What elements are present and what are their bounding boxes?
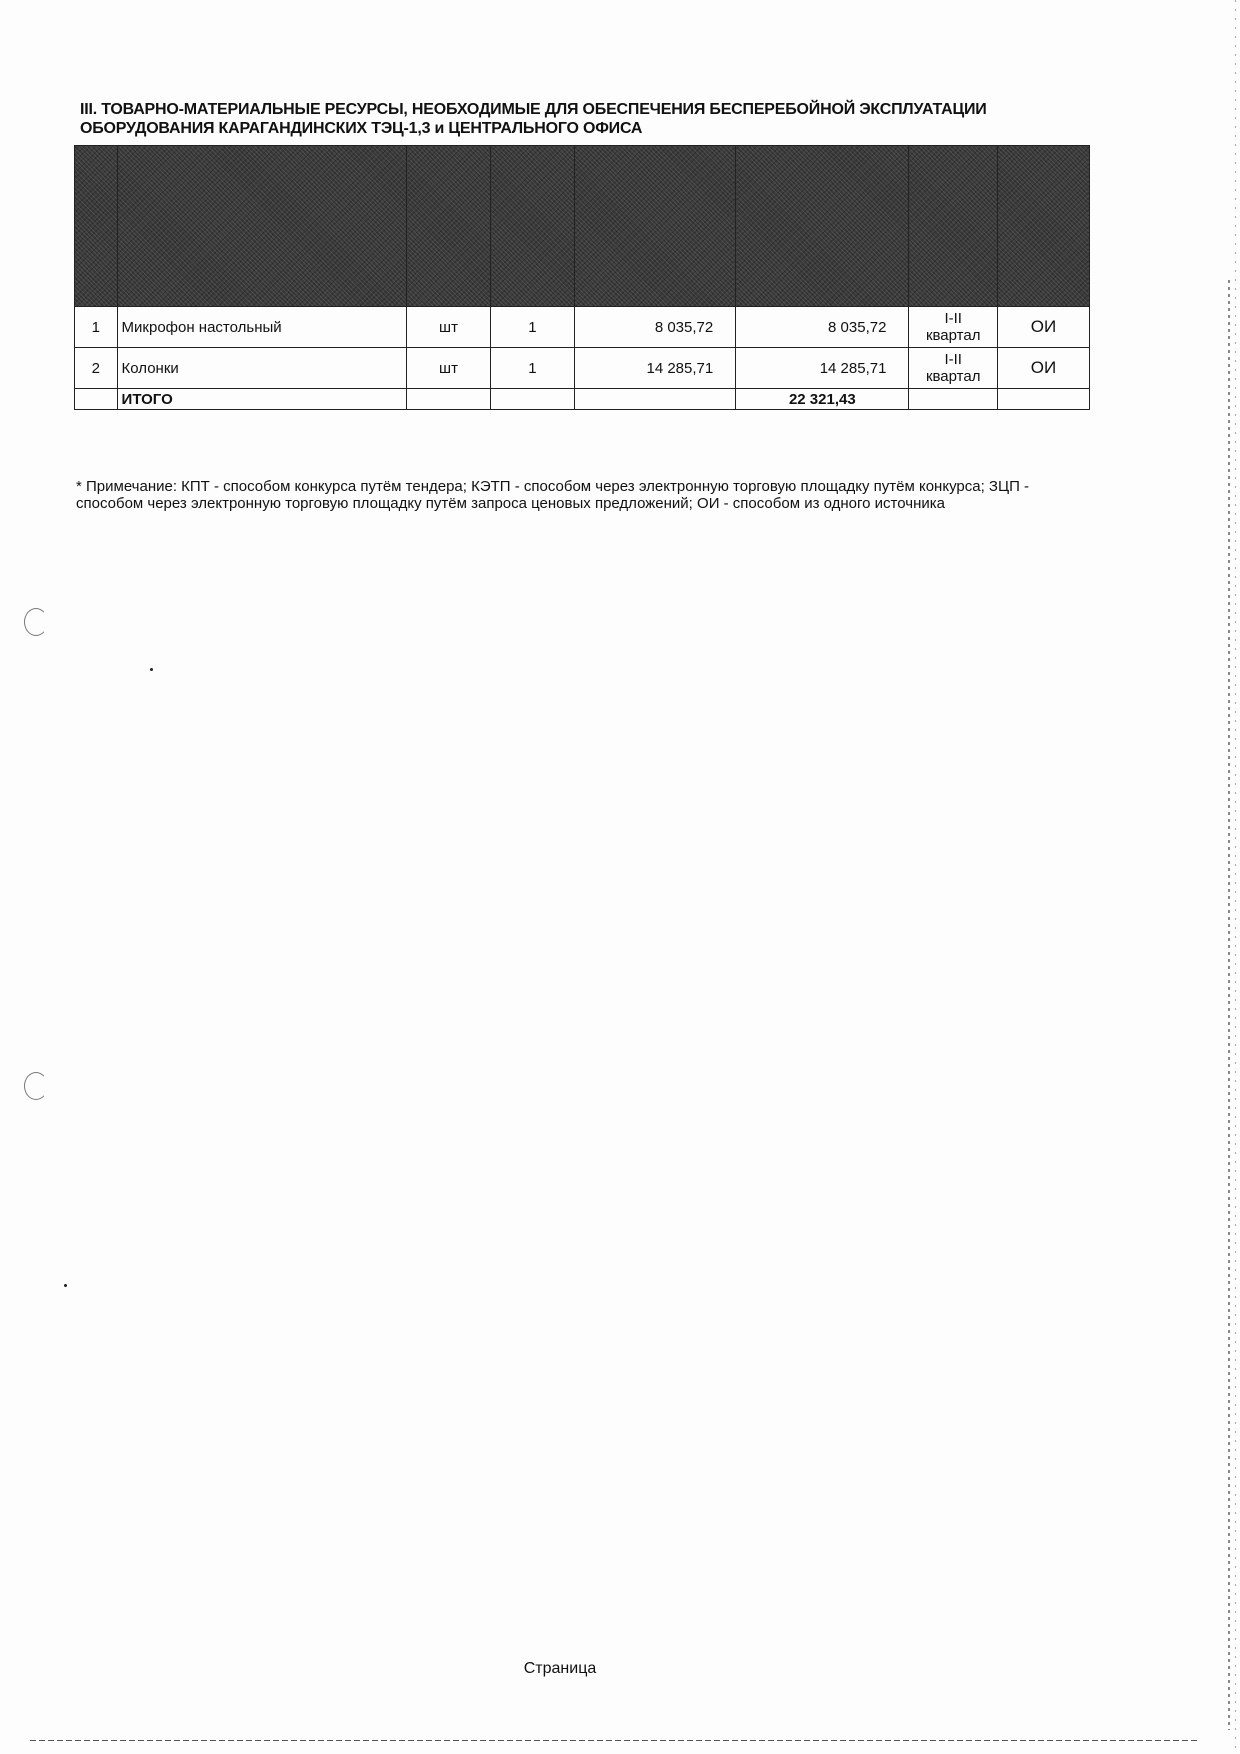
row-unit: шт xyxy=(407,307,491,348)
header-cell-number xyxy=(75,146,118,307)
total-empty-cell xyxy=(909,389,998,410)
row-unit: шт xyxy=(407,348,491,389)
row-period xyxy=(909,348,998,389)
row-period-range: I-II xyxy=(944,310,962,327)
footnote: * Примечание: КПТ - способом конкурса путём тендера; КЭТП - способом через электронную торговую площадку путём конкурса; ЗЦП - способом через электронную торговую площадку путём запроса ценовых предложений; ОИ - способом из одного источника xyxy=(76,478,1030,512)
total-label: ИТОГО xyxy=(117,389,406,410)
row-sum: 14 285,71 xyxy=(736,348,909,389)
total-empty-cell xyxy=(491,389,575,410)
row-period-unit: квартал xyxy=(925,368,981,385)
total-empty-cell xyxy=(407,389,491,410)
section-title-line-2: ОБОРУДОВАНИЯ КАРАГАНДИНСКИХ ТЭЦ-1,3 и ЦЕНТРАЛЬНОГО ОФИСА xyxy=(80,120,643,137)
row-method: ОИ xyxy=(997,348,1089,389)
scan-speck xyxy=(64,1284,67,1287)
header-cell-sum xyxy=(736,146,909,307)
scan-bottom-line xyxy=(30,1740,1200,1741)
total-empty-cell xyxy=(574,389,735,410)
total-empty-cell xyxy=(997,389,1089,410)
page-footer: Страница xyxy=(523,1660,597,1677)
row-number: 1 xyxy=(75,307,118,348)
total-sum: 22 321,43 xyxy=(736,389,909,410)
header-cell-period xyxy=(909,146,998,307)
scan-speck xyxy=(150,668,153,671)
punch-hole-mark xyxy=(24,608,48,636)
section-title xyxy=(80,100,1100,138)
row-method: ОИ xyxy=(997,307,1089,348)
row-period-range: I-II xyxy=(944,351,962,368)
row-number: 2 xyxy=(75,348,118,389)
scan-edge-mark xyxy=(1228,280,1230,1730)
row-quantity: 1 xyxy=(491,348,575,389)
row-price: 14 285,71 xyxy=(574,348,735,389)
row-sum: 8 035,72 xyxy=(736,307,909,348)
header-cell-price xyxy=(574,146,735,307)
table-header xyxy=(75,146,1090,307)
table-row xyxy=(75,307,1090,348)
scan-edge-mark xyxy=(1235,0,1236,1754)
row-quantity: 1 xyxy=(491,307,575,348)
row-name: Микрофон настольный xyxy=(117,307,406,348)
row-price: 8 035,72 xyxy=(574,307,735,348)
row-period xyxy=(909,307,998,348)
resources-table xyxy=(74,145,1090,410)
punch-hole-mark xyxy=(24,1072,48,1100)
row-name: Колонки xyxy=(117,348,406,389)
header-cell-unit xyxy=(407,146,491,307)
table-row xyxy=(75,348,1090,389)
header-cell-quantity xyxy=(491,146,575,307)
header-cell-name xyxy=(117,146,406,307)
section-title-line-1: III. ТОВАРНО-МАТЕРИАЛЬНЫЕ РЕСУРСЫ, НЕОБХОДИМЫЕ ДЛЯ ОБЕСПЕЧЕНИЯ БЕСПЕРЕБОЙНОЙ ЭКСПЛУАТАЦИИ xyxy=(80,101,987,118)
total-row xyxy=(75,389,1090,410)
total-empty-cell xyxy=(75,389,118,410)
header-cell-method xyxy=(997,146,1089,307)
row-period-unit: квартал xyxy=(925,327,981,344)
